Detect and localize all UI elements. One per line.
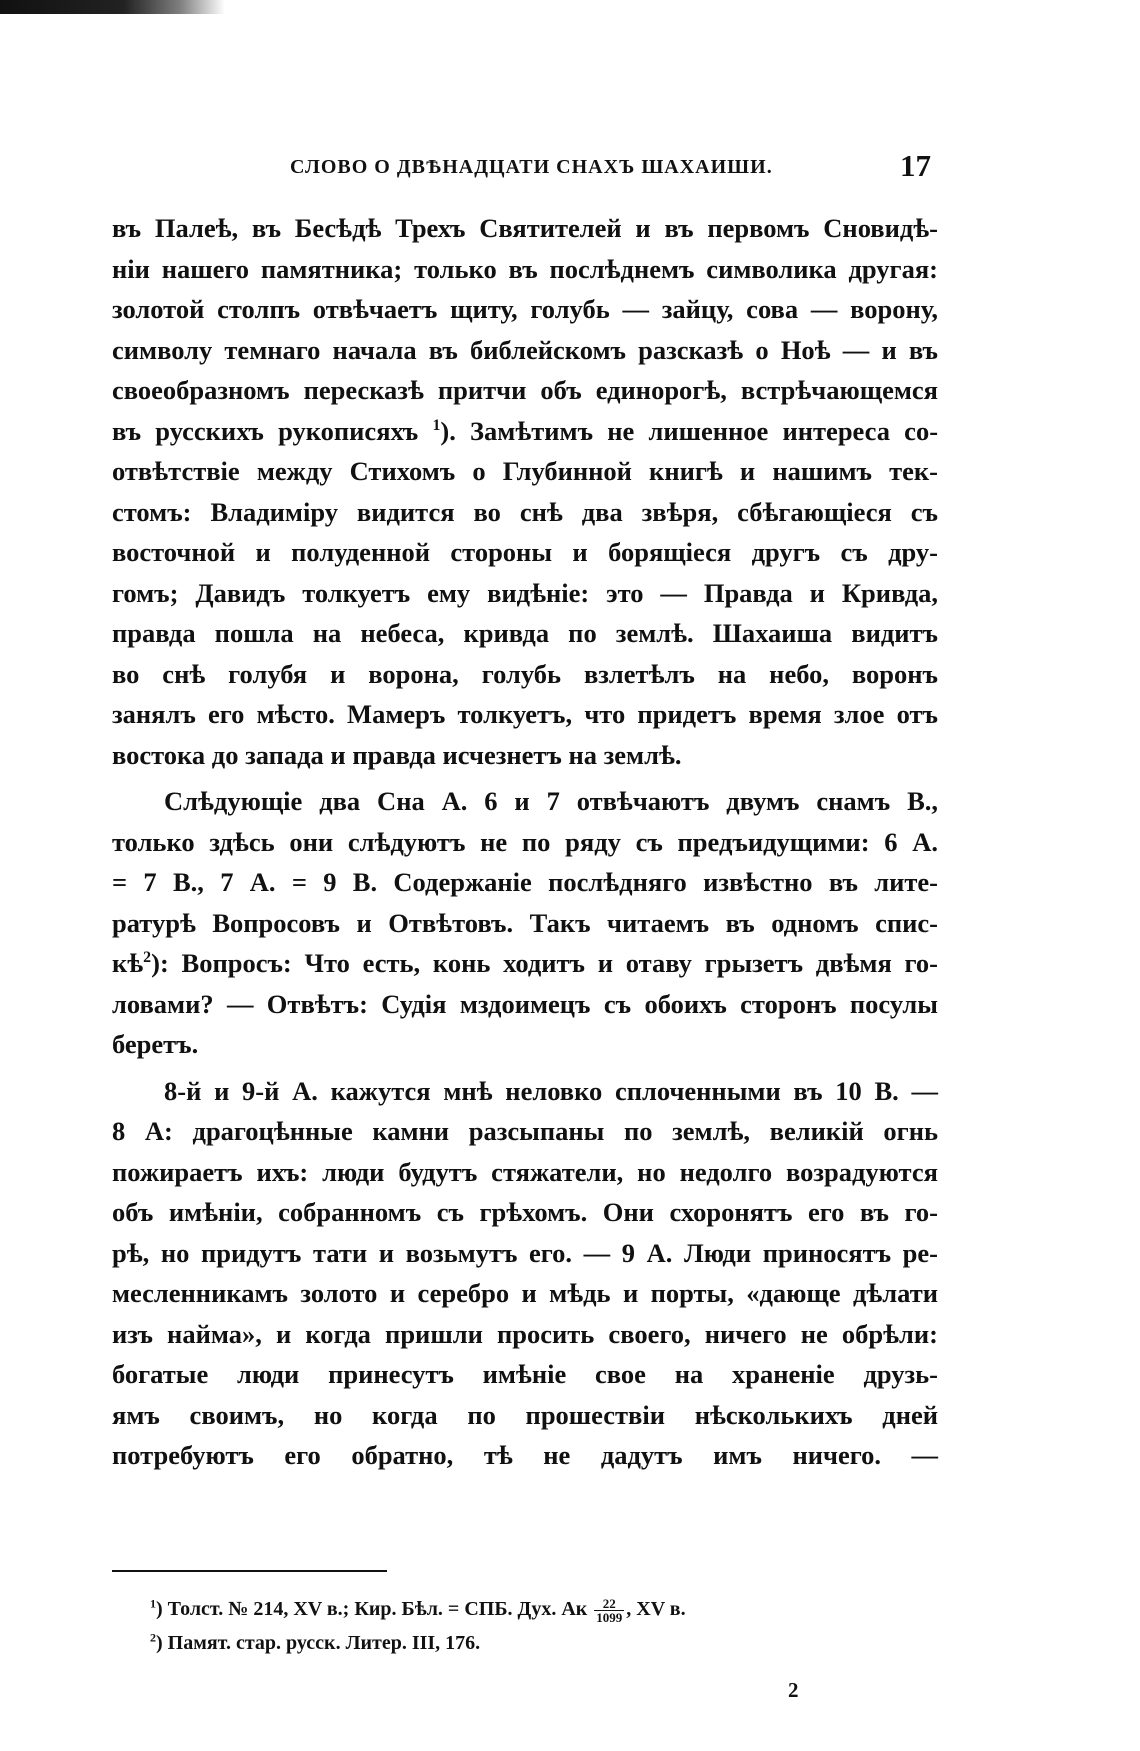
text-fragment: ): Вопросъ: Что есть, конь ходитъ и отаву грызетъ двѣмя го-	[151, 948, 938, 978]
footnote-text: ) Памят. стар. русск. Литер. III, 176.	[156, 1632, 481, 1654]
fraction-denominator: 1099	[596, 1609, 623, 1625]
text-line	[112, 411, 938, 452]
text-line: во снѣ голубя и ворона, голубь взлетѣлъ на небо, воронъ	[112, 658, 938, 689]
footnote-1	[150, 1592, 940, 1626]
text-line: изъ найма», и когда пришли просить своего, ничего не обрѣли:	[112, 1318, 938, 1349]
footnote-text: ) Толст. № 214, XV в.; Кир. Бѣл. = СПБ. Дух. Ак	[156, 1598, 588, 1620]
text-line: беретъ.	[112, 1029, 199, 1059]
footnote-ref: 1	[432, 416, 441, 434]
text-line	[112, 943, 938, 984]
text-line: занялъ его мѣсто. Мамеръ толкуетъ, что придетъ время злое отъ	[112, 699, 938, 729]
text-line: гомъ; Давидъ толкуетъ ему видѣніе: это — Правда и Кривда,	[112, 577, 938, 608]
text-line: потребуютъ его обратно, тѣ не дадутъ имъ ничего. —	[112, 1440, 938, 1470]
text-line: богатые люди принесутъ имѣніе свое на храненіе друзь-	[112, 1359, 938, 1389]
footnotes	[150, 1592, 940, 1660]
page-header	[0, 148, 1140, 188]
text-line: восточной и полуденной стороны и борящіеся другъ съ дру-	[112, 537, 938, 567]
text-line: пожираетъ ихъ: люди будутъ стяжатели, но недолго возрадуются	[112, 1156, 938, 1187]
text-line: правда пошла на небеса, кривда по землѣ. Шахаиша видитъ	[112, 618, 938, 648]
text-line: 8-й и 9-й А. кажутся мнѣ неловко сплоченными въ 10 В. —	[164, 1075, 938, 1106]
text-line: объ имѣніи, собранномъ съ грѣхомъ. Они схоронятъ его въ го-	[112, 1197, 938, 1227]
fraction	[594, 1597, 624, 1624]
footnote-2	[150, 1626, 940, 1660]
footnote-marker: 2	[150, 1630, 156, 1645]
text-line: 8 А: драгоцѣнные камни разсыпаны по землѣ, великій огнь	[112, 1116, 938, 1146]
scan-edge-mark	[0, 0, 225, 14]
footnote-divider	[112, 1570, 387, 1572]
text-fragment: кѣ	[112, 948, 144, 978]
text-line: ямъ своимъ, но когда по прошествіи нѣсколькихъ дней	[112, 1399, 938, 1430]
text-line: только здѣсь они слѣдуютъ не по ряду съ предъидущими: 6 А.	[112, 826, 938, 857]
text-line: въ Палеѣ, въ Бесѣдѣ Трехъ Святителей и въ первомъ Сновидѣ-	[112, 213, 938, 243]
page-number: 17	[900, 148, 931, 183]
text-line: отвѣтствіе между Стихомъ о Глубинной книгѣ и нашимъ тек-	[112, 456, 938, 486]
fraction-numerator: 22	[594, 1597, 624, 1611]
text-line: востока до запада и правда исчезнетъ на землѣ.	[112, 739, 682, 770]
body-text	[112, 208, 938, 1476]
running-title: СЛОВО О ДВѢНАДЦАТИ СНАХЪ ШАХАИШИ.	[290, 156, 773, 178]
text-line: месленникамъ золото и серебро и мѣдь и порты, «дающе дѣлати	[112, 1278, 938, 1308]
footnote-marker: 1	[150, 1596, 156, 1611]
text-line: ратурѣ Вопросовъ и Отвѣтовъ. Такъ читаемъ въ одномъ спис-	[112, 907, 938, 938]
text-line: золотой столпъ отвѣчаетъ щиту, голубь — зайцу, сова — ворону,	[112, 294, 938, 324]
text-line: стомъ: Владиміру видится во снѣ два звѣря, сбѣгающіеся съ	[112, 496, 938, 527]
text-line: Слѣдующіе два Сна А. 6 и 7 отвѣчаютъ двумъ снамъ В.,	[164, 786, 938, 816]
signature-mark: 2	[788, 1678, 799, 1702]
text-line: = 7 В., 7 А. = 9 В. Содержаніе послѣдняго извѣстно въ лите-	[112, 867, 938, 897]
text-line: своеобразномъ пересказѣ притчи объ единорогѣ, встрѣчающемся	[112, 375, 938, 405]
text-fragment: ). Замѣтимъ не лишенное интереса со-	[440, 415, 939, 446]
text-line: рѣ, но придутъ тати и возьмутъ его. — 9 А. Люди приносятъ ре-	[112, 1237, 938, 1268]
text-fragment: въ русскихъ рукописяхъ	[112, 415, 419, 446]
text-line: символу темнаго начала въ библейскомъ разсказѣ о Ноѣ — и въ	[112, 334, 938, 365]
text-line: ловами? — Отвѣтъ: Судія мздоимецъ съ обоихъ сторонъ посулы	[112, 988, 938, 1019]
text-line: ніи нашего памятника; только въ послѣднемъ символика другая:	[112, 253, 938, 284]
footnote-text: , XV в.	[626, 1598, 686, 1620]
footnote-ref: 2	[143, 949, 152, 967]
